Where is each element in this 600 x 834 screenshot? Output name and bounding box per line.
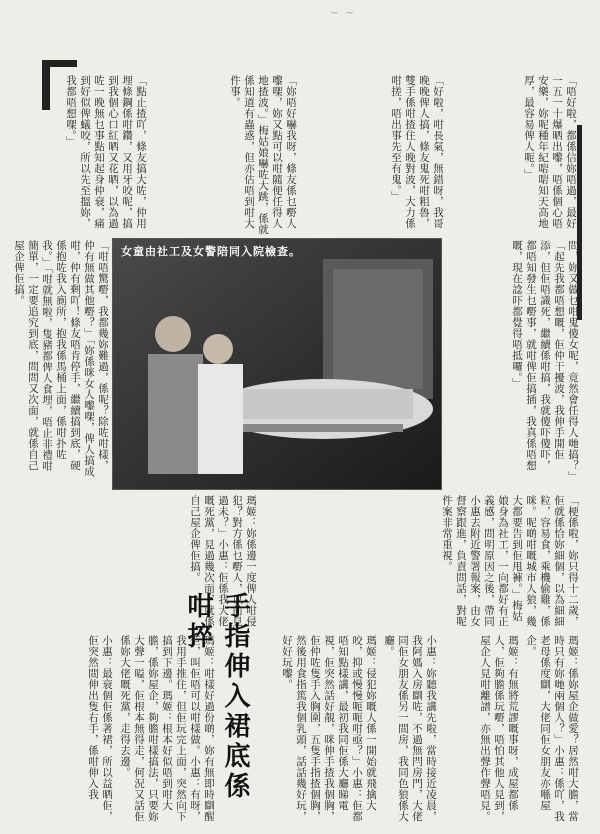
article-column-right-2 [300,75,445,235]
top-mark: ~ ~ [330,8,356,19]
paragraph: 「唔好啦，都係信妳唔過，最好一五一十爆晒出嚟，唔係個心唔安樂，妳呢種年紀啱啱知天高地厚，最容易俾人呃。」 [523,75,577,229]
headline: 手指伸入裙底係咁捽 [183,592,250,802]
paragraph: 小惠：妳聽我講先啦，當時接近凌晨，我阿媽入房瞓咗，不過無閂房門，大佬同佢女朋友係另一間房，我同色狼係大廳。 [383,635,437,822]
paragraph: 「妳唔好嚇我呀，條友係乜嘢人嚟㗎，妳又點可以咁隨便任得人地揸波。」梅姑娘嚇咗大跳，係就係知道有蟲惑，但亦估唔到咁大件事。 [229,75,297,235]
article-column-left-1 [440,635,580,825]
paragraph: 瑪姬：咁樣好過份啲，妳有無即時瞓醒佢，叫佢唔可以咁樣做。小惠：有呀，我用手推住，但佢玩完上面，突然向下搞到下邊。瑪姬：根本好似唔到咁大膽，係妳屋企，夠膽咁樣搞法，只要妳大聲一嗌，佢根本無得走，何況又話佢係妳大佬嘅死黨，走得去邊。 [119,635,215,822]
paragraph: 瑪姬：係妳屋企做愛？居然咁大膽，當時只有妳哋兩個人？」小惠：係吖，我老母係度瞓，大佬同佢女朋友亦喺屋企。 [525,635,579,822]
corner-bracket-left [42,60,50,110]
paragraph: 問，妳又做乜咁鬼傻女呢，竟然會任得人哋搞？」「起先我都唔想嘅，佢仲干擾波，我伸手開佢添，但佢唔識死，繼續係咁搞，我就傻吓傻吓，都唔知發生乜嘢事，就咁俾佢搞插，我真係唔想嘅，現在諗吓都覺得唔抵囉。」 [511,240,579,477]
paragraph: 小惠：最衰個佢係著裙，所以益晒佢，佢突然間伸出隻右手，係咁伸入我 [87,635,113,822]
paragraph: 瑪姬：妳係邊一度俾人咁侵犯？對方係乜嘢人，以前見過未？」小惠：佢係我大佬嘅死黨，見過幾次面，就係自己屋企俾佢搞。 [189,495,257,627]
article-column-mid-2 [260,495,580,630]
photo-caption: 女童由社工及女警陪同入院檢查。 [121,245,301,258]
article-column-right-4 [60,75,148,235]
article-column-left-3 [30,635,216,825]
paragraph: 瑪姬：侵犯妳嘅人係一開始就飛擒大咬，抑或慢慢呃呃咁亟？」小惠：佢都唔知點樣講，最初我同佢係大廳睇電視，佢突然話好靚，咪伸手揸我個胸，佢仲咗隻手入胸圍，五隻手指揸個胸，然後用食指篤我個乳頭，話話幾好玩，好好玩嚟。 [281,635,377,822]
paragraph: 「好啦，咁長氣，無錯呀，我哥晚晚俾人搞，條友鬼死咁粗魯，雙手係咁揸住人晚對波，大力係咁搓，唔出事先至有鬼。」 [390,75,444,229]
article-column-left-2 [258,635,438,825]
corner-bracket-top [42,60,77,67]
article-column-mid-1 [445,240,580,480]
paragraph: 「咁唔驚嘢，我都幾妳難過，係呢？除咗咁樣，仲有無做其他嘢？」「妳係咪女人嚟㗎，俾人搞成咁，仲有剩吖！條友唔肯停手，繼續搞到底，硬係抱咗我入廁所，抱我係馬桶上面，係咁扑咗我。」「咁就無啦，隻豬都俾人食埋，唔止非禮咁簡單，一定要追究到底，問問又次面，就係自己屋企俾佢搞。 [13,240,109,477]
paragraph: 「點止揸吖，條友搞大咗，仲用埋條鋼係咁鑽，又用牙咬呢，搞到我個心口紅晒又花晒，以為過咗一晚無乜事點知起身仲衰，痛到好似俾蟻咬，所以先至搵妳，我都唔想㗎。」 [65,75,147,229]
article-column-left-photo [13,240,110,480]
article-column-right-1 [448,75,578,235]
article-column-right-3 [150,75,298,235]
paragraph: 「梗係啦，妳只得十二歲，佢就係恰妳細個，以為細細粒，容易食，乘機偷雞，係咪。呢啲咁嘅城市人狼，幾大都要告到佢甩褲。」梅姑娘身為社工，一向都好有正義感，問明原因之後，帶同小惠去附近警署報案，由女督察跟進，負責問話，對呢件案非常重視。 [441,495,579,627]
hospital-scene-image [113,239,441,489]
paragraph: 瑪姬：有無將荒謬嘅事呀，成屋都係人，佢夠膽係玩嘢，唔怕其他人見到，屋企人見咁離譜，亦無出聲作聲唔見。 [479,635,519,822]
news-photo [112,238,442,490]
